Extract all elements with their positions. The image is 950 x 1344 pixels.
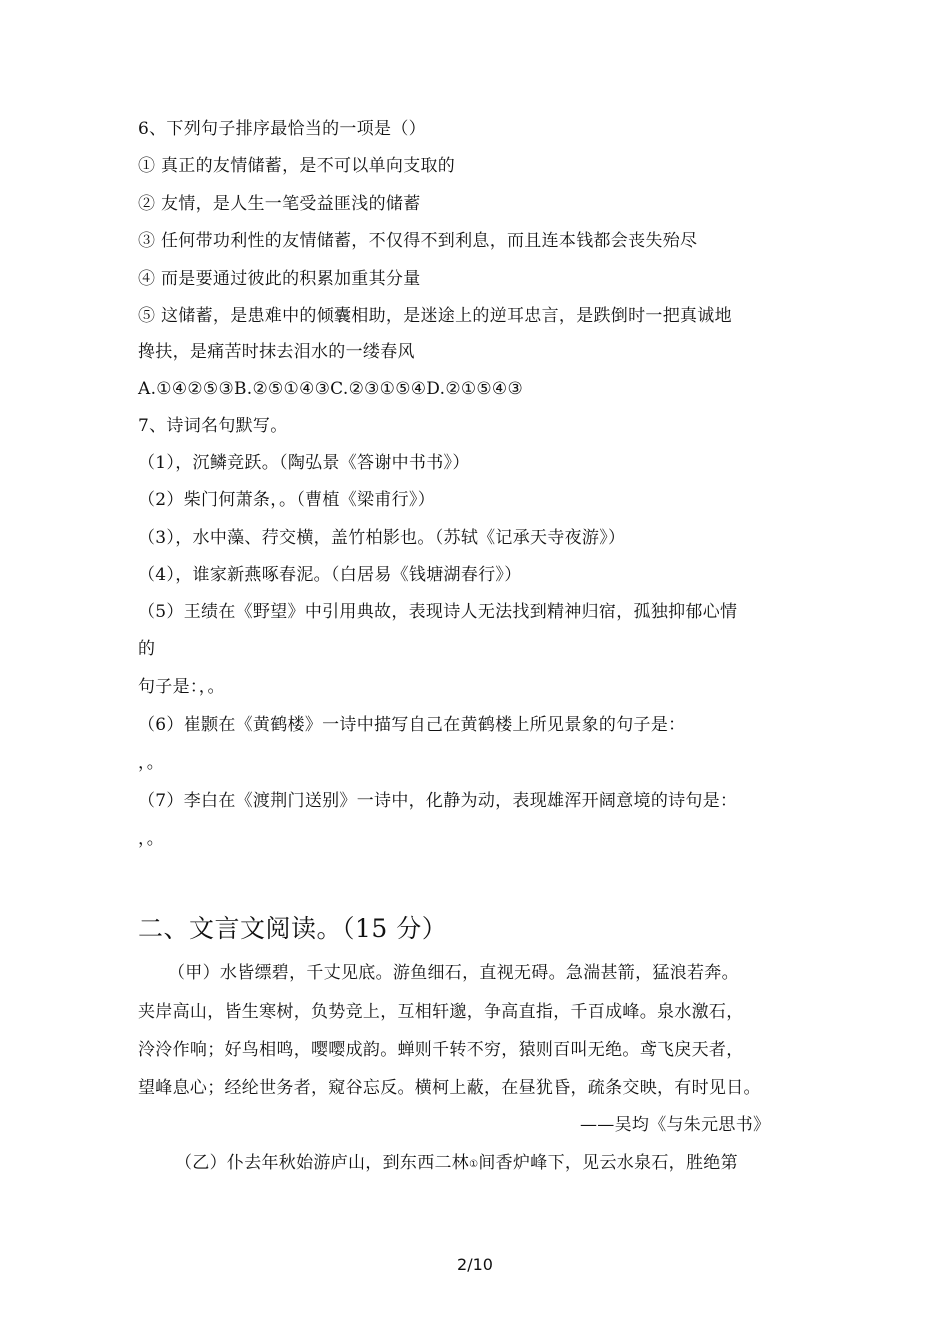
question-7-item-5-cont: 的 [138, 639, 156, 659]
passage-yi-text-end: 间香炉峰下，见云水泉石，胜绝第 [478, 1153, 738, 1173]
question-7-item-5-answer: 句子是：，。 [138, 677, 225, 697]
question-7-item-2: （2）柴门何萧条，。（曹植《梁甫行》） [138, 490, 436, 510]
passage-jia-attribution: ——吴均《与朱元思书》 [580, 1115, 771, 1135]
question-6-title: 6、下列句子排序最恰当的一项是（） [138, 119, 426, 139]
question-7-item-6: （6）崔颢在《黄鹤楼》一诗中描写自己在黄鹤楼上所见景象的句子是： [138, 715, 686, 735]
question-6-options: A.①④②⑤③B.②⑤①④③C.②③①⑤④D.②①⑤④③ [138, 379, 524, 399]
section-2-title: 二、文言文阅读。（15 分） [138, 914, 448, 943]
question-7-title: 7、诗词名句默写。 [138, 416, 288, 436]
question-6-sentence-3: ③ 任何带功利性的友情储蓄，不仅得不到利息，而且连本钱都会丧失殆尽 [138, 231, 698, 251]
question-6-sentence-1: ① 真正的友情储蓄，是不可以单向支取的 [138, 156, 456, 176]
question-6-sentence-4: ④ 而是要通过彼此的积累加重其分量 [138, 269, 421, 289]
question-7-item-6-answer: ，。 [138, 753, 165, 773]
question-7-item-7-answer: ，。 [138, 829, 165, 849]
question-6-sentence-2: ② 友情，是人生一笔受益匪浅的储蓄 [138, 194, 421, 214]
passage-jia-line-4: 望峰息心；经纶世务者，窥谷忘反。横柯上蔽，在昼犹昏，疏条交映，有时见日。 [138, 1078, 761, 1098]
question-7-item-3: （3），水中藻、荇交横，盖竹柏影也。（苏轼《记承天寺夜游》） [138, 528, 626, 548]
page-number: 2/10 [457, 1255, 493, 1274]
passage-jia-line-1: （甲）水皆缥碧，千丈见底。游鱼细石，直视无碍。急湍甚箭，猛浪若奔。 [168, 963, 739, 983]
passage-jia-line-3: 泠泠作响；好鸟相鸣，嘤嘤成韵。蝉则千转不穷，猿则百叫无绝。鸢飞戾天者， [138, 1040, 744, 1060]
question-7-item-4: （4），谁家新燕啄春泥。（白居易《钱塘湖春行》） [138, 565, 522, 585]
question-7-item-7: （7）李白在《渡荆门送别》一诗中，化静为动，表现雄浑开阔意境的诗句是： [138, 791, 738, 811]
question-6-sentence-5-cont: 搀扶，是痛苦时抹去泪水的一缕春风 [138, 342, 415, 362]
question-7-item-5: （5）王绩在《野望》中引用典故，表现诗人无法找到精神归宿，孤独抑郁心情 [138, 602, 738, 622]
passage-yi-line-1 [175, 1152, 738, 1176]
question-7-item-1: （1），沉鳞竞跃。（陶弘景《答谢中书书》） [138, 453, 470, 473]
footnote-marker: ① [469, 1159, 479, 1170]
passage-yi-text-start: （乙）仆去年秋始游庐山，到东西二林 [175, 1153, 470, 1173]
question-6-sentence-5: ⑤ 这储蓄，是患难中的倾囊相助，是迷途上的逆耳忠言，是跌倒时一把真诚地 [138, 306, 732, 326]
passage-jia-line-2: 夹岸高山，皆生寒树，负势竞上，互相轩邈，争高直指，千百成峰。泉水激石， [138, 1002, 744, 1022]
